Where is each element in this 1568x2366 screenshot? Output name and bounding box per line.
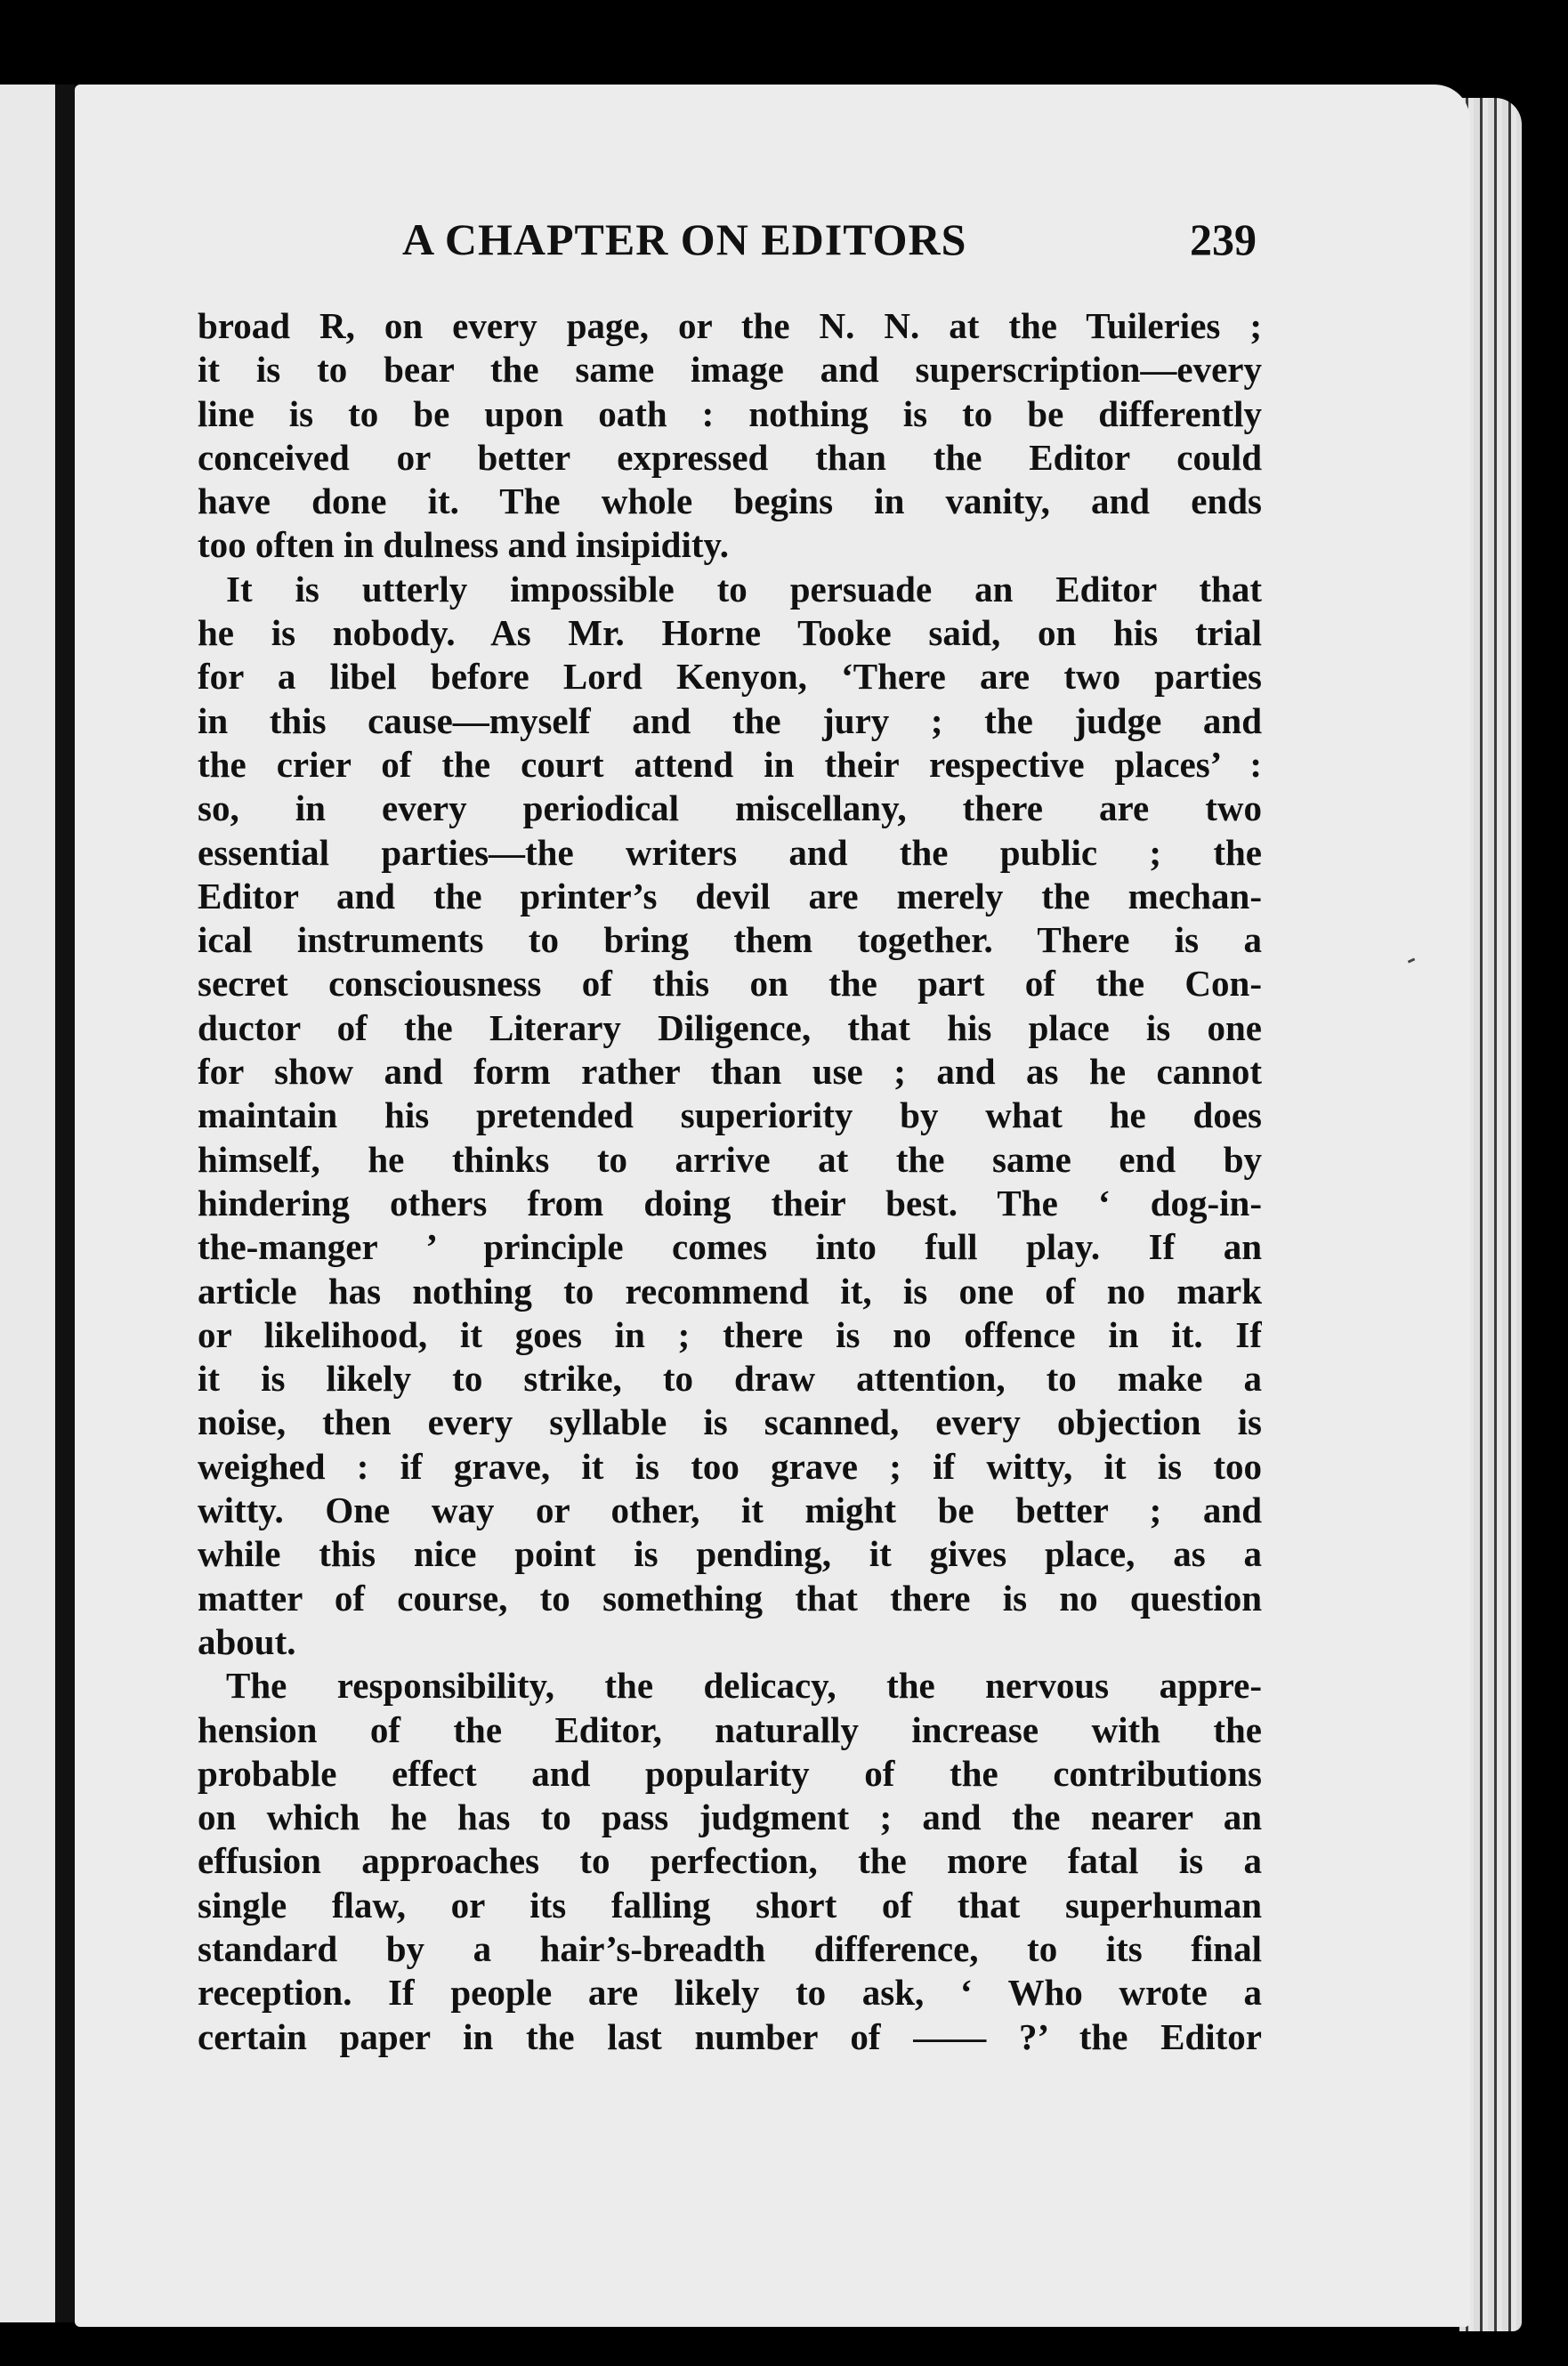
text-line: article has nothing to recommend it, is one of no mark — [198, 1270, 1262, 1312]
text-line: ical instruments to bring them together. There is a — [198, 919, 1262, 961]
text-line: essential parties—the writers and the public ; the — [198, 831, 1262, 873]
text-line: for show and form rather than use ; and as he cannot — [198, 1051, 1262, 1093]
text-line: conceived or better expressed than the Editor could — [198, 436, 1262, 478]
running-header — [402, 214, 1257, 276]
body-text — [198, 304, 1262, 2059]
text-line: reception. If people are likely to ask, ‘ Who wrote a — [198, 1972, 1262, 2014]
text-line: probable effect and popularity of the contributions — [198, 1752, 1262, 1794]
text-line: maintain his pretended superiority by what he does — [198, 1094, 1262, 1136]
book-spine-shadow — [55, 85, 75, 2322]
text-line: it is likely to strike, to draw attention, to make a — [198, 1358, 1262, 1400]
text-line: weighed : if grave, it is too grave ; if witty, it is too — [198, 1445, 1262, 1487]
text-line: on which he has to pass judgment ; and the nearer an — [198, 1797, 1262, 1838]
text-line: he is nobody. As Mr. Horne Tooke said, on his trial — [198, 612, 1262, 654]
text-line: effusion approaches to perfection, the more fatal is a — [198, 1840, 1262, 1882]
text-line: hension of the Editor, naturally increase with the — [198, 1708, 1262, 1750]
text-line: so, in every periodical miscellany, there are two — [198, 787, 1262, 829]
text-line: matter of course, to something that there is no question — [198, 1577, 1262, 1619]
left-page-edge — [0, 85, 55, 2322]
page-number: 239 — [1190, 214, 1257, 264]
text-line: the-manger ’ principle comes into full play. If an — [198, 1226, 1262, 1268]
text-line: the crier of the court attend in their respective places’ : — [198, 743, 1262, 785]
text-line: have done it. The whole begins in vanity, and ends — [198, 480, 1262, 522]
text-line: Editor and the printer’s devil are merely the mechan- — [198, 875, 1262, 917]
text-line: too often in dulness and insipidity. — [198, 524, 729, 566]
text-line: certain paper in the last number of —— ?’ the Editor — [198, 2015, 1262, 2057]
text-line: in this cause—myself and the jury ; the judge and — [198, 699, 1262, 741]
text-line: It is utterly impossible to persuade an Editor that — [226, 568, 1262, 610]
text-line: witty. One way or other, it might be better ; and — [198, 1490, 1262, 1531]
text-line: ductor of the Literary Diligence, that his place is one — [198, 1006, 1262, 1048]
text-line: hindering others from doing their best. The ‘ dog-in- — [198, 1182, 1262, 1223]
text-line: or likelihood, it goes in ; there is no offence in it. If — [198, 1313, 1262, 1355]
text-line: broad R, on every page, or the N. N. at the Tuileries ; — [198, 305, 1262, 346]
text-line: himself, he thinks to arrive at the same end by — [198, 1138, 1262, 1180]
text-line: The responsibility, the delicacy, the nervous appre- — [226, 1665, 1262, 1707]
text-line: about. — [198, 1620, 296, 1662]
text-line: secret consciousness of this on the part of the Con- — [198, 963, 1262, 1005]
running-title: A CHAPTER ON EDITORS — [402, 214, 967, 264]
text-line: line is to be upon oath : nothing is to be differently — [198, 392, 1262, 434]
text-line: while this nice point is pending, it gives place, as a — [198, 1533, 1262, 1575]
text-line: for a libel before Lord Kenyon, ‘There are two parties — [198, 656, 1262, 698]
text-line: it is to bear the same image and superscription—every — [198, 349, 1262, 391]
text-line: standard by a hair’s-breadth difference, to its final — [198, 1927, 1262, 1969]
text-line: single flaw, or its falling short of that superhuman — [198, 1884, 1262, 1926]
text-line: noise, then every syllable is scanned, every objection is — [198, 1401, 1262, 1443]
